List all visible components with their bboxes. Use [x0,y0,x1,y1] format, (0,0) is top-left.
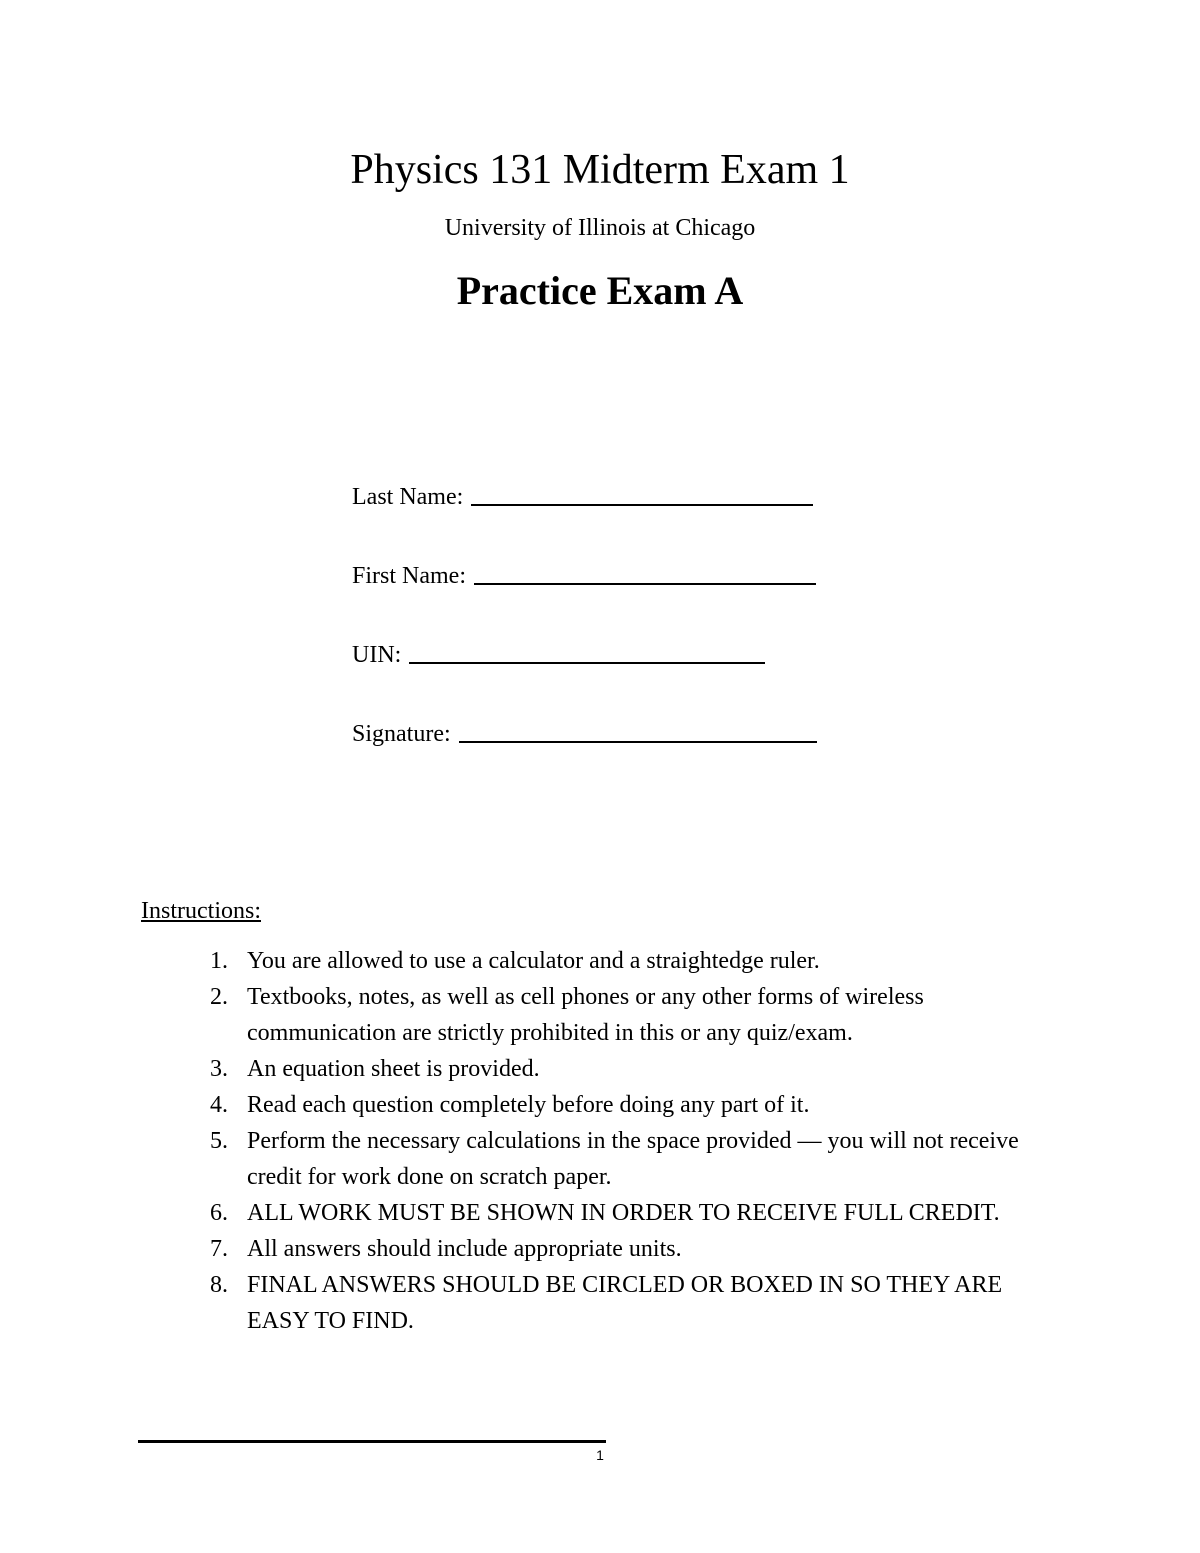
instruction-text: FINAL ANSWERS SHOULD BE CIRCLED OR BOXED IN SO THEY ARE EASY TO FIND. [247,1272,1003,1334]
instruction-item [0,1267,1067,1339]
signature-blank[interactable] [459,719,817,743]
instruction-number: 4. [210,1092,228,1118]
instruction-item [0,1123,1067,1195]
instruction-item [0,979,1067,1051]
instruction-item [0,1195,1067,1231]
instruction-item [0,943,1067,979]
instruction-number: 2. [210,984,228,1010]
instructions-list [0,943,1200,1339]
first-name-field [352,559,816,592]
instruction-number: 6. [210,1200,228,1226]
instruction-text: An equation sheet is provided. [247,1056,540,1082]
instruction-item [0,1051,1067,1087]
instruction-number: 1. [210,948,228,974]
first-name-blank[interactable] [474,561,816,585]
instructions-heading: Instructions: [141,898,261,924]
footnote-divider [138,1440,606,1443]
uin-blank[interactable] [409,640,765,664]
last-name-field [352,480,813,513]
instruction-number: 7. [210,1236,228,1262]
page-number: 1 [596,1447,604,1463]
exam-title: Practice Exam A [456,268,744,313]
instruction-number: 3. [210,1056,228,1082]
last-name-label: Last Name: [352,484,464,510]
page-title: Physics 131 Midterm Exam 1 [350,147,850,193]
instruction-text: You are allowed to use a calculator and a straightedge ruler. [247,948,820,974]
first-name-label: First Name: [352,563,466,589]
instruction-item [0,1231,1067,1267]
uin-field [352,638,765,671]
instruction-number: 5. [210,1128,228,1154]
signature-field [352,717,817,750]
signature-label: Signature: [352,721,451,747]
instruction-text: Read each question completely before doing any part of it. [247,1092,810,1118]
university-name: University of Illinois at Chicago [444,215,756,241]
instruction-text: Textbooks, notes, as well as cell phones or any other forms of wireless communication are strictly prohibited in this or any quiz/exam. [247,984,924,1046]
uin-label: UIN: [352,642,402,668]
last-name-blank[interactable] [471,482,813,506]
instruction-item [0,1087,1067,1123]
instruction-text: All answers should include appropriate units. [247,1236,682,1262]
instruction-text: Perform the necessary calculations in the space provided — you will not receive credit for work done on scratch paper. [247,1128,1019,1190]
instruction-text: ALL WORK MUST BE SHOWN IN ORDER TO RECEIVE FULL CREDIT. [247,1200,1000,1226]
instruction-number: 8. [210,1272,228,1298]
